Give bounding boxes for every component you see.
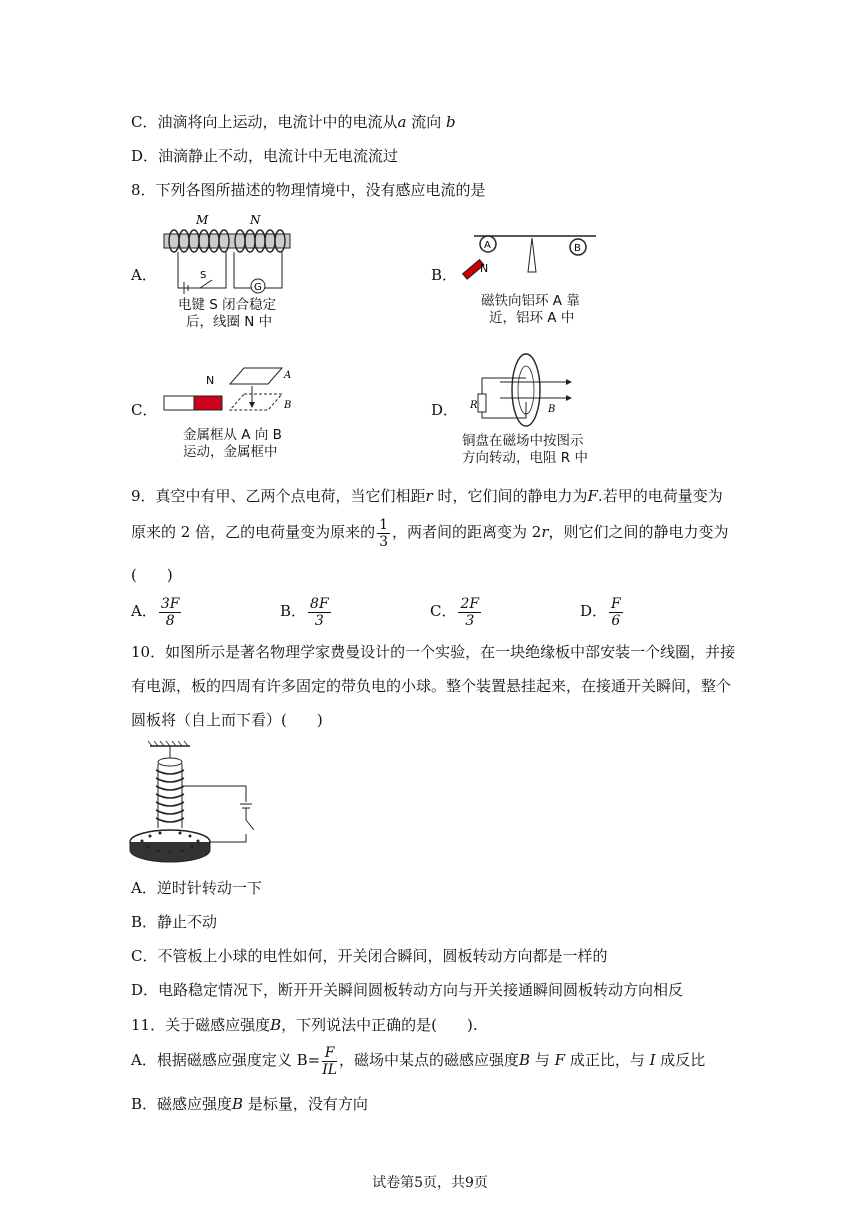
fig-c-caption-1: 金属框从 A 向 B <box>183 427 282 443</box>
q11-definition-fraction: $\frac{F}{IL}$ <box>322 1044 338 1078</box>
fig-a-label-n: N <box>250 213 261 227</box>
q9-option-d: D． $\frac{F}{6}$ <box>580 595 621 629</box>
q9-fraction-one-third: $\frac{1}{3}$ <box>379 516 389 550</box>
figure-c-magnet-frame <box>160 364 300 424</box>
q10-option-b: B．静止不动 <box>131 913 218 931</box>
q9-option-b: B． $\frac{8F}{3}$ <box>280 595 329 629</box>
fig-a-caption-1: 电键 S 闭合稳定 <box>178 297 277 313</box>
q8-label-b: B． <box>431 266 458 284</box>
q10-stem-line2: 有电源，板的四周有许多固定的带负电的小球。整个装置悬挂起来，在接通开关瞬间，整个 <box>131 677 732 695</box>
q11-stem: 11．关于磁感应强度B，下列说法中正确的是( ). <box>131 1016 478 1034</box>
fig-b-label-b: B <box>574 243 581 254</box>
fig-b-label-a: A <box>484 240 491 251</box>
fig-d-label-b: B <box>548 404 556 415</box>
fig-a-label-s: S <box>200 270 207 281</box>
q7-option-d: D．油滴静止不动，电流计中无电流流过 <box>131 147 399 165</box>
q9-option-a: A． $\frac{3F}{8}$ <box>131 595 180 629</box>
q9-stem-line2: 原来的 2 倍，乙的电荷量变为原来的 $\frac{1}{3}$ ，两者间的距离变为 2r，则它们之间的静电力变为 <box>131 516 729 550</box>
q7-option-c: C．油滴将向上运动，电流计中的电流从a 流向 b <box>131 113 456 131</box>
q9-paren: ( ) <box>131 566 173 584</box>
fig-d-label-r: R <box>470 400 478 411</box>
q8-label-d: D． <box>431 401 459 419</box>
q11-option-b: B．磁感应强度B 是标量，没有方向 <box>131 1095 368 1113</box>
figure-q10-feynman-disk <box>128 740 268 866</box>
fig-c-caption-2: 运动，金属框中 <box>183 444 278 460</box>
q11-option-a: A．根据磁感应强度定义 B= $\frac{F}{IL}$ ，磁场中某点的磁感应强度B 与 F 成正比，与 I 成反比 <box>131 1044 706 1078</box>
q8-stem: 8．下列各图所描述的物理情境中，没有感应电流的是 <box>131 181 486 199</box>
fig-c-label-a: A <box>284 370 292 381</box>
figure-b-balance <box>456 228 596 288</box>
fig-a-caption-2: 后，线圈 N 中 <box>186 314 273 330</box>
figure-a-coils <box>160 210 300 300</box>
q8-label-a: A． <box>131 266 157 284</box>
fig-c-label-n: N <box>206 374 215 387</box>
q10-stem-line1: 10．如图所示是著名物理学家费曼设计的一个实验，在一块绝缘板中部安装一个线圈，并接 <box>131 643 736 661</box>
q9-option-c: C． $\frac{2F}{3}$ <box>430 595 480 629</box>
fig-c-label-b: B <box>284 400 292 411</box>
page-footer: 试卷第5页，共9页 <box>372 1175 488 1191</box>
q10-stem-line3: 圆板将（自上而下看）( ) <box>131 711 323 729</box>
fig-b-label-n: N <box>480 262 489 275</box>
fig-b-caption-2: 近，铝环 A 中 <box>489 310 575 326</box>
fig-a-label-g: G <box>254 282 262 293</box>
q9-stem-line1: 9．真空中有甲、乙两个点电荷，当它们相距r 时，它们间的静电力为F.若甲的电荷量变为 <box>131 487 723 505</box>
q10-option-c: C．不管板上小球的电性如何，开关闭合瞬间，圆板转动方向都是一样的 <box>131 947 608 965</box>
q10-option-d: D．电路稳定情况下，断开开关瞬间圆板转动方向与开关接通瞬间圆板转动方向相反 <box>131 981 684 999</box>
q8-label-c: C． <box>131 401 158 419</box>
fig-d-caption-2: 方向转动，电阻 R 中 <box>462 450 588 466</box>
q10-option-a: A．逆时针转动一下 <box>131 879 262 897</box>
figure-d-copper-disk <box>470 350 580 430</box>
fig-b-caption-1: 磁铁向铝环 A 靠 <box>481 293 580 309</box>
fig-a-label-m: M <box>196 213 209 227</box>
fig-d-caption-1: 铜盘在磁场中按图示 <box>462 433 584 449</box>
